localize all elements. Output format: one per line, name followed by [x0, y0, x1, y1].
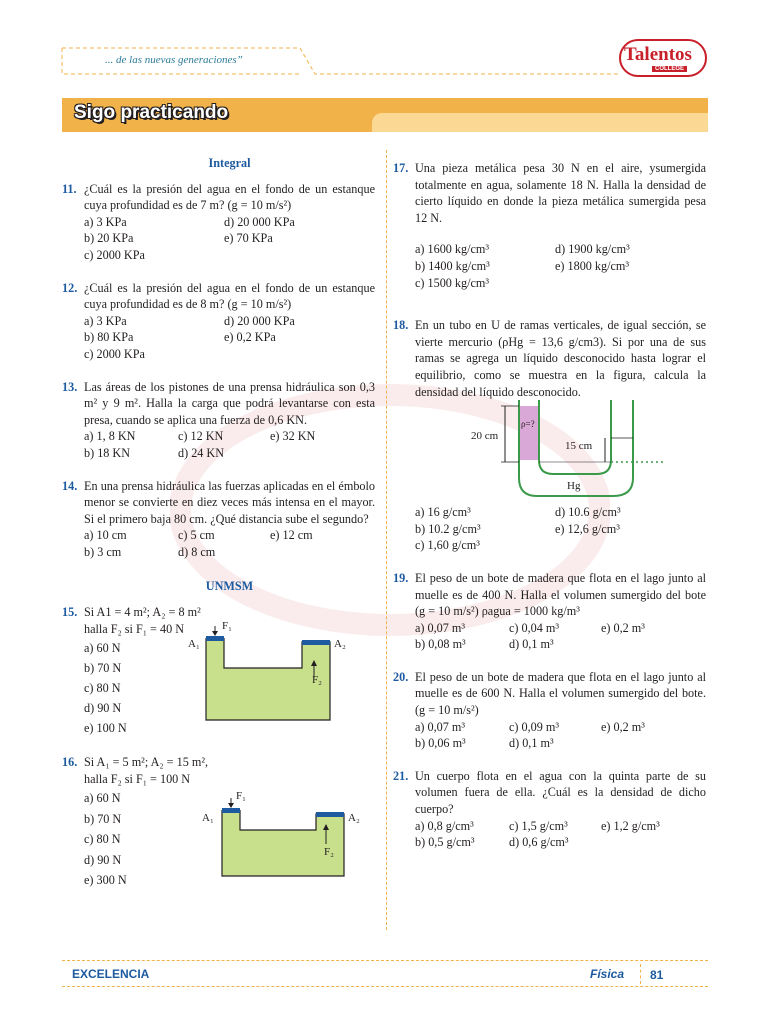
option-b: b) 80 KPa [84, 330, 134, 345]
option-e: e) 1800 kg/cm³ [555, 258, 630, 273]
banner-title: Sigo practicando [74, 102, 229, 123]
question-18 [393, 317, 706, 554]
fig-label-20cm: 20 cm [471, 430, 499, 443]
fig-label-a2: A₂ [334, 638, 346, 651]
option-d: d) 10.6 g/cm³ [555, 505, 621, 520]
fig-label-f1: F₁ [222, 620, 232, 633]
option-d: d) 0,1 m³ [509, 736, 554, 751]
fig-label-15cm: 15 cm [565, 440, 593, 453]
option-d: d) 0,6 g/cm³ [509, 835, 569, 850]
question-text: Las áreas de los pistones de una prensa hidráulica son 0,3 m² y 9 m². Halla la carga que podrá levantarse con esta presa, cuando se aplica una fuerza de 0,6 KN. [84, 379, 375, 427]
question-number: 13. [62, 379, 78, 394]
question-number: 17. [393, 161, 409, 175]
option-b: b) 0,5 g/cm³ [415, 835, 475, 850]
option-a: a) 0,8 g/cm³ [415, 818, 474, 833]
option-b: b) 70 N [84, 811, 122, 826]
option-a: a) 60 N [84, 791, 121, 806]
option-a: a) 0,07 m³ [415, 719, 466, 734]
option-b: b) 0,06 m³ [415, 736, 466, 751]
question-text: Un cuerpo flota en el agua con la quinta parte de su volumen fuera de ella. ¿Cuál es la densidad de dicho cuerpo? [415, 768, 706, 817]
option-e: e) 12,6 g/cm³ [555, 521, 620, 536]
fig-label-f1: F₁ [236, 790, 246, 803]
question-line1: Si A₁ = 5 m²; A₂ = 15 m², [84, 755, 209, 770]
option-d: d) 90 N [84, 701, 122, 716]
footer-left: EXCELENCIA [72, 967, 150, 981]
question-text: El peso de un bote de madera que flota en el lago junto al muelle es de 600 N. Halla el volumen sumergido del bote. (g = 10 m/s²) [415, 669, 706, 718]
option-e: e) 70 KPa [224, 231, 273, 246]
header-top [65, 48, 705, 78]
footer-page-number: 81 [650, 968, 664, 982]
option-e: e) 0,2 m³ [601, 620, 645, 635]
question-12 [62, 280, 375, 363]
question-text: El peso de un bote de madera que flota en el lago junto al muelle es de 400 N. Halla el volumen sumergido del bote (g = 10 m/s²) ρagua = 1000 kg/m³ [415, 570, 706, 619]
option-e: e) 0,2 KPa [224, 330, 276, 345]
option-a: a) 0,07 m³ [415, 620, 466, 635]
fig-label-rho: ρ=? [521, 419, 535, 430]
option-c: c) 80 N [84, 681, 121, 696]
option-a: a) 3 KPa [84, 214, 127, 229]
option-d: d) 90 N [84, 852, 122, 867]
option-c: c) 5 cm [178, 528, 215, 543]
footer-subject: Física [590, 967, 625, 981]
option-c: c) 0,09 m³ [509, 719, 560, 734]
option-b: b) 18 KN [84, 445, 131, 460]
option-d: d) 1900 kg/cm³ [555, 242, 630, 257]
question-19 [393, 570, 706, 653]
option-a: a) 16 g/cm³ [415, 505, 471, 520]
hydraulic-press-figure [184, 620, 364, 726]
option-b: b) 70 N [84, 661, 122, 676]
footer-page-divider [640, 964, 641, 984]
question-number: 19. [393, 570, 409, 585]
option-a: a) 1, 8 KN [84, 429, 136, 444]
question-line2: halla F₂ si F₁ = 100 N [84, 771, 191, 786]
question-20 [393, 669, 706, 752]
option-d: d) 8 cm [178, 544, 216, 559]
fig-label-a1: A₁ [188, 638, 200, 651]
question-text: En un tubo en U de ramas verticales, de igual sección, se vierte mercurio (ρHg = 13,6 g/cm3). Si por una de sus ramas se agrega un líquido desconocido hasta lograr el equilibrio, como se muestra en la figura, calcula la densidad del líquido desconocido. [415, 318, 706, 399]
option-e: e) 300 N [84, 873, 127, 888]
question-number: 15. [62, 605, 78, 620]
question-text: En una prensa hidráulica las fuerzas aplicadas en el émbolo menor se convierte en diez veces más intensa en el mayor. Si el primero baja 80 cm. ¿Qué distancia sube el segundo? [84, 478, 375, 526]
option-e: e) 1,2 g/cm³ [601, 818, 660, 833]
header-slogan: ... de las nuevas generaciones” [105, 54, 243, 66]
option-b: b) 10.2 g/cm³ [415, 521, 481, 536]
option-c: c) 0,04 m³ [509, 620, 560, 635]
option-d: d) 20 000 KPa [224, 214, 295, 229]
option-c: c) 1500 kg/cm³ [415, 275, 490, 290]
footer-dashed-top [62, 960, 708, 961]
question-text: ¿Cuál es la presión del agua en el fondo de un estanque cuya profundidad es de 8 m? (g = 10 m/s²) [84, 280, 375, 312]
question-13 [62, 379, 375, 462]
option-a: a) 60 N [84, 641, 121, 656]
right-column [393, 160, 706, 851]
question-number: 20. [393, 669, 409, 684]
question-number: 12. [62, 280, 78, 295]
footer-dashed-bottom [62, 986, 708, 987]
option-e: e) 100 N [84, 721, 127, 736]
option-c: c) 12 KN [178, 429, 224, 444]
question-16 [62, 754, 375, 894]
option-b: b) 1400 kg/cm³ [415, 258, 490, 273]
fig-label-hg: Hg [567, 480, 581, 493]
question-21 [393, 768, 706, 851]
fig-label-a1: A₁ [202, 812, 214, 825]
option-c: c) 2000 KPa [84, 346, 145, 361]
question-number: 18. [393, 318, 409, 333]
section-integral: Integral [208, 156, 251, 170]
fig-label-f2: F₂ [312, 674, 322, 687]
option-a: a) 10 cm [84, 528, 127, 543]
option-d: d) 0,1 m³ [509, 637, 554, 652]
fig-label-a2: A₂ [348, 812, 360, 825]
question-number: 16. [62, 755, 78, 770]
question-number: 14. [62, 478, 78, 493]
option-c: c) 80 N [84, 832, 121, 847]
option-e: e) 32 KN [270, 429, 316, 444]
option-e: e) 0,2 m³ [601, 719, 645, 734]
question-text: ¿Cuál es la presión del agua en el fondo de un estanque cuya profundidad es de 7 m? (g = 10 m/s²) [84, 181, 375, 213]
option-c: c) 2000 KPa [84, 247, 145, 262]
talentos-logo [618, 38, 708, 80]
title-banner [62, 98, 708, 132]
hydraulic-press-figure [200, 790, 380, 898]
logo-text: Talentos [624, 44, 692, 65]
option-b: b) 20 KPa [84, 231, 134, 246]
u-tube-figure [415, 400, 706, 504]
logo-sub: COLLEGE [652, 66, 687, 72]
option-a: a) 3 KPa [84, 313, 127, 328]
option-c: c) 1,5 g/cm³ [509, 818, 568, 833]
question-14 [62, 478, 375, 561]
fig-label-f2: F₂ [324, 846, 334, 859]
section-unmsm: UNMSM [205, 579, 254, 594]
column-divider [386, 150, 387, 930]
option-a: a) 1600 kg/cm³ [415, 242, 490, 257]
option-b: b) 3 cm [84, 544, 122, 559]
option-e: e) 12 cm [270, 528, 313, 543]
question-17 [393, 160, 706, 291]
question-text: Una pieza metálica pesa 30 N en el aire, ysumergida totalmente en agua, solamente 18 N. Halla la densidad de cierto líquido en donde la pieza metálica sumergida pesa 12 N. [415, 161, 706, 225]
question-11 [62, 181, 375, 264]
question-number: 11. [62, 181, 77, 196]
option-c: c) 1,60 g/cm³ [415, 538, 480, 553]
question-line2: halla F₂ si F₁ = 40 N [84, 621, 185, 636]
question-15 [62, 604, 375, 744]
question-line1: Si A1 = 4 m²; A₂ = 8 m² [84, 605, 201, 620]
left-column [62, 155, 375, 894]
option-d: d) 20 000 KPa [224, 313, 295, 328]
option-d: d) 24 KN [178, 445, 225, 460]
question-number: 21. [393, 768, 409, 783]
option-b: b) 0,08 m³ [415, 637, 466, 652]
